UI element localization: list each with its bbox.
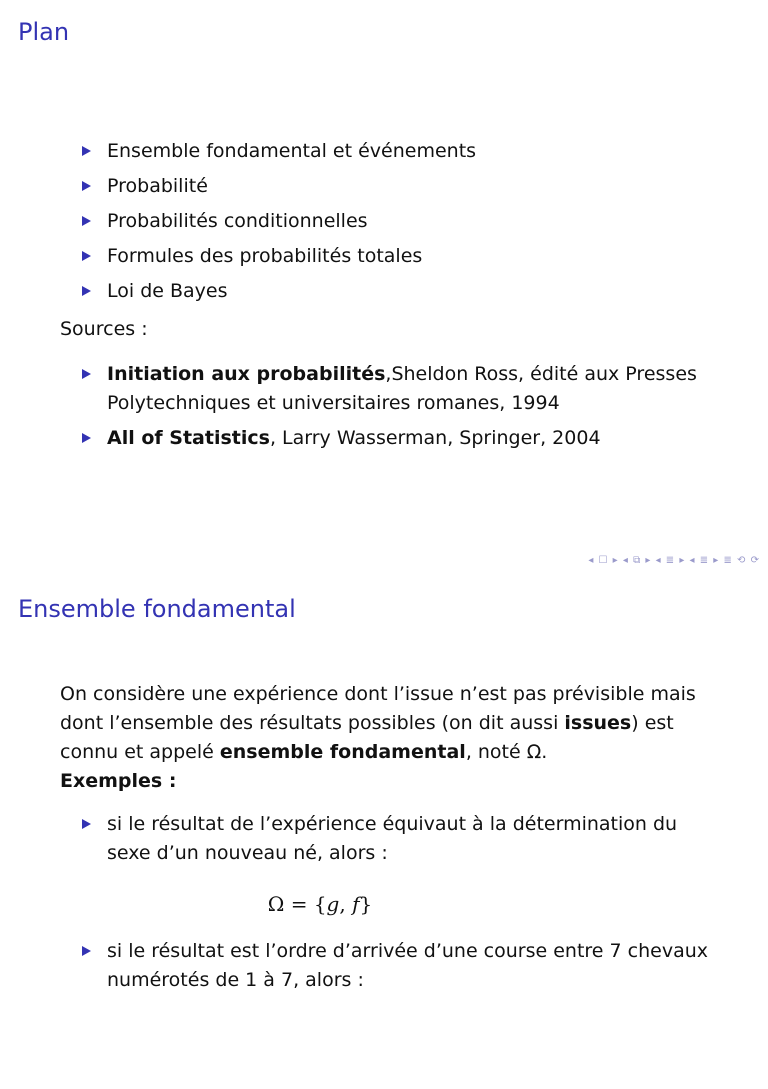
- beamer-navigation-bar[interactable]: ◂ ☐ ▸ ◂ ⧉ ▸ ◂ ≣ ▸ ◂ ≣ ▸ ≣ ⟲ ⟳: [588, 555, 760, 566]
- slide-title: Ensemble fondamental: [18, 595, 296, 623]
- bullet-triangle-icon: [82, 819, 91, 829]
- source-item: [82, 360, 702, 418]
- sources-label: Sources :: [60, 318, 148, 340]
- list-item: Loi de Bayes: [82, 277, 476, 306]
- source-details: ,Sheldon Ross, édité aux Presses Polytechniques et universitaires romanes, 1994: [107, 363, 697, 414]
- list-item: Ensemble fondamental et événements: [82, 137, 476, 166]
- slide-ensemble-fondamental: [0, 577, 768, 1089]
- bullet-triangle-icon: [82, 216, 91, 226]
- list-item: si le résultat de l’expérience équivaut à la détermination du sexe d’un nouveau né, alors : Ω = {g, f}: [82, 810, 722, 919]
- definition-paragraph: On considère une expérience dont l’issue n’est pas prévisible mais dont l’ensemble des résultats possibles (on dit aussi issues) est connu et appelé ensemble fondamental, noté Ω. Exemples :: [60, 683, 696, 792]
- plan-list: [82, 137, 476, 312]
- bullet-triangle-icon: [82, 369, 91, 379]
- source-title: All of Statistics: [107, 427, 270, 449]
- list-item: si le résultat est l’ordre d’arrivée d’une course entre 7 chevaux numérotés de 1 à 7, alors :: [82, 937, 722, 995]
- examples-list: [82, 810, 722, 995]
- exemples-label: Exemples :: [60, 770, 177, 792]
- bullet-triangle-icon: [82, 946, 91, 956]
- slide-title: Plan: [18, 18, 70, 46]
- source-title: Initiation aux probabilités: [107, 363, 386, 385]
- list-item: Probabilités conditionnelles: [82, 207, 476, 236]
- bullet-triangle-icon: [82, 433, 91, 443]
- list-item: Probabilité: [82, 172, 476, 201]
- bullet-triangle-icon: [82, 286, 91, 296]
- slide-plan: [0, 0, 768, 512]
- bullet-triangle-icon: [82, 181, 91, 191]
- source-details: , Larry Wasserman, Springer, 2004: [269, 427, 601, 449]
- formula-omega: Ω = {g, f}: [267, 892, 373, 916]
- source-item: [82, 424, 702, 453]
- sources-list: [82, 360, 702, 459]
- bullet-triangle-icon: [82, 146, 91, 156]
- bullet-triangle-icon: [82, 251, 91, 261]
- list-item: Formules des probabilités totales: [82, 242, 476, 271]
